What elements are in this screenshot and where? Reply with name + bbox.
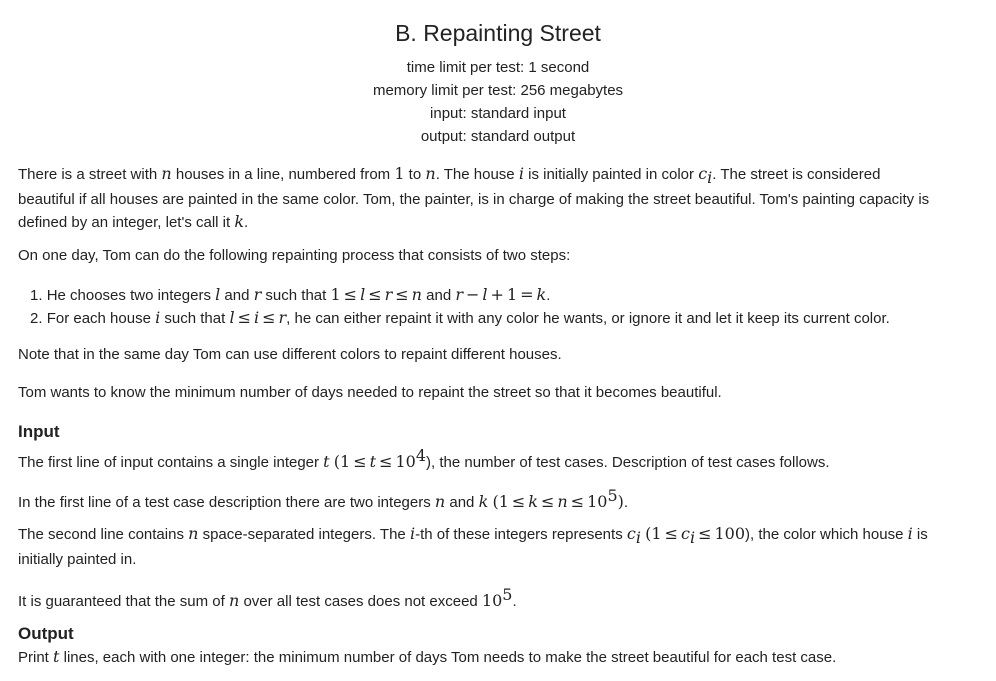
text: . The house xyxy=(435,166,519,183)
math-r: r xyxy=(384,285,393,304)
math-l: l xyxy=(215,285,221,304)
text: It is guaranteed that the sum of xyxy=(18,593,229,610)
text: and xyxy=(220,287,254,304)
text: In the first line of a test case description there are two integers xyxy=(18,494,435,511)
math-i: i xyxy=(155,308,161,327)
math-n: n xyxy=(188,524,199,543)
math-k: k xyxy=(528,492,538,511)
text: such that xyxy=(261,287,331,304)
math-i: i xyxy=(409,524,416,543)
text: lines, each with one integer: the minimum number of days Tom needs to make the street beautiful for each test case. xyxy=(59,649,837,666)
math-lparen: ( xyxy=(333,452,341,471)
math-sub-i: i xyxy=(635,528,641,547)
math-le: ≤ xyxy=(237,308,251,327)
math-le: ≤ xyxy=(698,524,712,543)
math-t: t xyxy=(369,452,377,471)
text: The second line contains xyxy=(18,526,189,543)
math-n: n xyxy=(161,164,172,183)
math-n: n xyxy=(411,285,422,304)
math-one: 1 xyxy=(330,285,341,304)
math-le: ≤ xyxy=(368,285,382,304)
math-l: l xyxy=(229,308,235,327)
math-lparen: ( xyxy=(645,524,652,543)
time-limit: time limit per test: 1 second xyxy=(406,59,590,76)
math-minus: − xyxy=(466,285,480,304)
math-n: n xyxy=(434,492,446,511)
statement-paragraph-3: Note that in the same day Tom can use different colors to repaint different houses. xyxy=(18,346,562,363)
math-le: ≤ xyxy=(541,492,555,511)
output-file: output: standard output xyxy=(420,128,576,145)
math-eq: = xyxy=(520,285,534,304)
math-k: k xyxy=(234,212,245,231)
math-l: l xyxy=(482,285,488,304)
input-line-2: In the first line of a test case description there are two integers n and k $(1 \le k \le n \le 10^5)$. xyxy=(18,486,629,511)
math-exp: 5 xyxy=(502,585,513,604)
math-le: ≤ xyxy=(664,524,678,543)
list-number: 1. xyxy=(30,287,43,304)
math-i: i xyxy=(518,164,524,183)
text: such that xyxy=(160,310,230,327)
text: and xyxy=(421,287,456,304)
text: space-separated integers. The xyxy=(198,526,410,543)
math-r: r xyxy=(278,308,287,327)
output-line-1 xyxy=(18,646,988,669)
math-t: t xyxy=(53,647,60,666)
math-i: i xyxy=(907,524,913,543)
math-n: n xyxy=(425,164,436,183)
math-sub-i: i xyxy=(689,528,696,547)
math-le: ≤ xyxy=(262,308,276,327)
input-heading: Input xyxy=(18,422,60,441)
text: ), the number of test cases. Description of test cases follows. xyxy=(426,454,830,471)
math-c: c xyxy=(626,524,636,543)
math-le: ≤ xyxy=(343,285,358,304)
memory-limit: memory limit per test: 256 megabytes xyxy=(372,82,624,99)
text: For each house xyxy=(46,310,156,327)
math-l: l xyxy=(360,285,366,304)
text: is initially painted in color xyxy=(523,166,699,183)
input-line-4: It is guaranteed that the sum of n over all test cases does not exceed $10^5$. xyxy=(18,585,517,610)
text: over all test cases does not exceed xyxy=(239,593,482,610)
math-one: 1 xyxy=(340,452,351,471)
math-n: n xyxy=(557,492,568,511)
math-sub-i: i xyxy=(707,168,713,187)
text: beautiful if all houses are painted in the same color. Tom, the painter, is in charge of making the street beautiful. Tom's painting capacity is xyxy=(18,191,930,208)
text: Print xyxy=(18,649,54,666)
math-t: t xyxy=(323,452,330,471)
list-item-step-1: 1. He chooses two integers l and r such that 1 ≤ l ≤ r ≤ n and r − l + 1 = k. xyxy=(30,285,551,304)
math-ten: 10 xyxy=(395,452,416,471)
math-i: i xyxy=(253,308,260,327)
math-hundred: 100 xyxy=(714,524,746,543)
math-r: r xyxy=(253,285,262,304)
text: and xyxy=(445,494,479,511)
list-item-step-2 xyxy=(30,307,980,330)
text: He chooses two integers xyxy=(46,287,216,304)
math-k: k xyxy=(478,492,489,511)
math-le: ≤ xyxy=(395,285,409,304)
math-ten: 10 xyxy=(587,492,608,511)
output-heading: Output xyxy=(18,624,74,643)
math-c: c xyxy=(680,524,690,543)
text: . The street is considered xyxy=(712,166,881,183)
text: is xyxy=(912,526,928,543)
math-le: ≤ xyxy=(353,452,367,471)
math-le: ≤ xyxy=(570,492,585,511)
math-exp: 5 xyxy=(607,486,618,505)
math-one: 1 xyxy=(394,164,405,183)
math-r: r xyxy=(455,285,464,304)
input-line-3 xyxy=(18,523,988,571)
statement-paragraph-1: There is a street with n houses in a line, numbered from 1 to n. The house i is initially painted in color $c_i$. The street is considered beautiful if all houses are painted in the same color. Tom, the painter, is in charge of making the street beautiful. Tom's painting capacity is defined by an integer, let's call it k. xyxy=(18,164,930,231)
math-one: 1 xyxy=(498,492,509,511)
math-n: n xyxy=(228,591,240,610)
math-le: ≤ xyxy=(511,492,526,511)
math-exp: 4 xyxy=(415,446,427,465)
math-c: c xyxy=(698,164,708,183)
text: There is a street with xyxy=(18,166,162,183)
text: ), the color which house xyxy=(745,526,908,543)
math-k: k xyxy=(536,285,547,304)
math-plus: + xyxy=(490,285,504,304)
text: defined by an integer, let's call it xyxy=(18,214,235,231)
math-one: 1 xyxy=(506,285,518,304)
math-one: 1 xyxy=(651,524,662,543)
text: to xyxy=(404,166,426,183)
text: , he can either repaint it with any color he wants, or ignore it and let it keep its current color. xyxy=(286,310,890,327)
list-number: 2. xyxy=(30,310,43,327)
text: initially painted in. xyxy=(18,551,137,568)
input-line-1 xyxy=(18,445,988,474)
math-ten: 10 xyxy=(481,591,503,610)
text: The first line of input contains a single integer xyxy=(18,454,324,471)
input-file: input: standard input xyxy=(430,105,566,122)
math-lparen: ( xyxy=(492,492,499,511)
math-rparen: ) xyxy=(617,492,624,511)
math-le: ≤ xyxy=(379,452,393,471)
statement-paragraph-2: On one day, Tom can do the following repainting process that consists of two steps: xyxy=(18,247,571,264)
problem-title: B. Repainting Street xyxy=(395,20,601,46)
text: -th of these integers represents xyxy=(415,526,627,543)
statement-paragraph-4: Tom wants to know the minimum number of days needed to repaint the street so that it becomes beautiful. xyxy=(18,384,722,401)
text: houses in a line, numbered from xyxy=(171,166,395,183)
